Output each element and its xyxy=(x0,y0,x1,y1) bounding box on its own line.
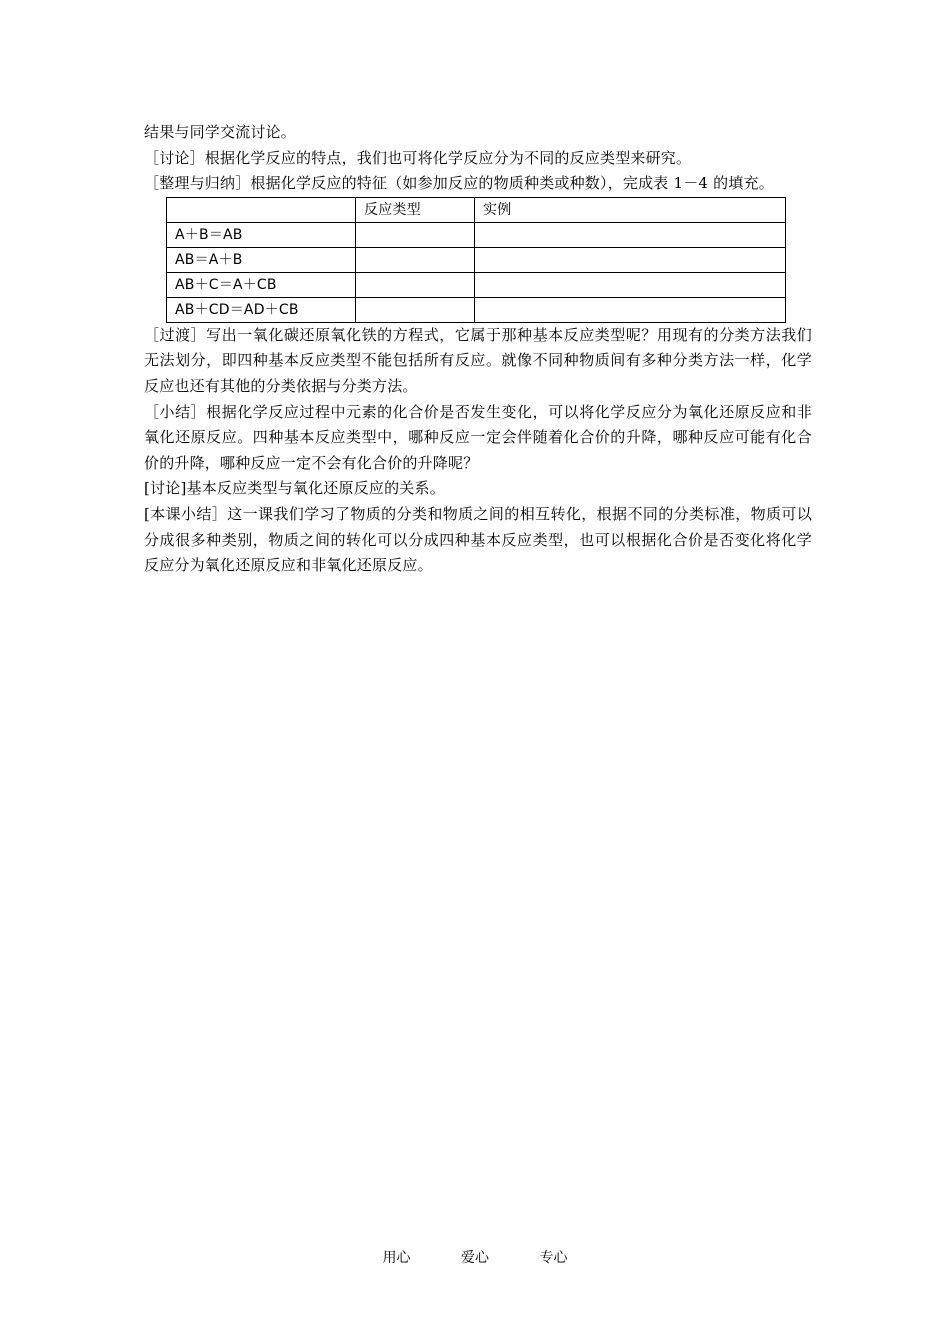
table-cell-type xyxy=(356,272,475,297)
table-header-cell: 反应类型 xyxy=(356,197,475,222)
table-cell-equation: AB＝A＋B xyxy=(167,247,356,272)
table-cell-type xyxy=(356,247,475,272)
table-row xyxy=(167,297,786,322)
page-footer xyxy=(0,1247,950,1267)
paragraph-transition: ［过渡］写出一氧化碳还原氧化铁的方程式，它属于那种基本反应类型呢？用现有的分类方法我们无法划分，即四种基本反应类型不能包括所有反应。就像不同种物质间有多种分类方法一样，化学反应也还有其他的分类依据与分类方法。 xyxy=(144,325,812,395)
table-row xyxy=(167,272,786,297)
table-row xyxy=(167,247,786,272)
table-cell-equation: AB＋CD＝AD＋CB xyxy=(167,297,356,322)
reaction-type-table xyxy=(166,197,786,323)
paragraph-continuation: 结果与同学交流讨论。 xyxy=(144,123,297,141)
table-row xyxy=(167,222,786,247)
paragraph-summary-task: ［整理与归纳］根据化学反应的特征（如参加反应的物质种类或种数），完成表 1－4 的填充。 xyxy=(144,174,774,193)
table-cell-example xyxy=(475,222,786,247)
footer-word: 专心 xyxy=(539,1250,568,1266)
table-cell-equation: AB＋C＝A＋CB xyxy=(167,272,356,297)
footer-word: 爱心 xyxy=(461,1250,489,1266)
table-cell-type xyxy=(356,222,475,247)
table-header-cell: 实例 xyxy=(475,197,786,222)
document-body xyxy=(144,120,812,579)
table-header-row xyxy=(167,197,786,222)
paragraph-discussion-relation: [讨论]基本反应类型与氧化还原反应的关系。 xyxy=(144,479,445,498)
table-cell-equation: A＋B＝AB xyxy=(167,222,356,247)
table-cell-example xyxy=(475,272,786,297)
table-cell-example xyxy=(475,297,786,322)
table-cell-type xyxy=(356,297,475,322)
paragraph-lesson-summary: [本课小结］这一课我们学习了物质的分类和物质之间的相互转化，根据不同的分类标准，物质可以分成很多种类别，物质之间的转化可以分成四种基本反应类型，也可以根据化合价是否变化将化学反应分为氧化还原反应和非氧化还原反应。 xyxy=(144,504,812,575)
paragraph-short-summary: ［小结］根据化学反应过程中元素的化合价是否发生变化，可以将化学反应分为氧化还原反应和非氧化还原反应。四种基本反应类型中，哪种反应一定会伴随着化合价的升降，哪种反应可能有化合价的升降，哪种反应一定不会有化合价的升降呢？ xyxy=(144,402,812,472)
paragraph-discussion: ［讨论］根据化学反应的特点，我们也可将化学反应分为不同的反应类型来研究。 xyxy=(144,148,692,167)
table-cell-example xyxy=(475,247,786,272)
footer-word: 用心 xyxy=(382,1250,411,1266)
table-header-cell xyxy=(167,197,356,222)
